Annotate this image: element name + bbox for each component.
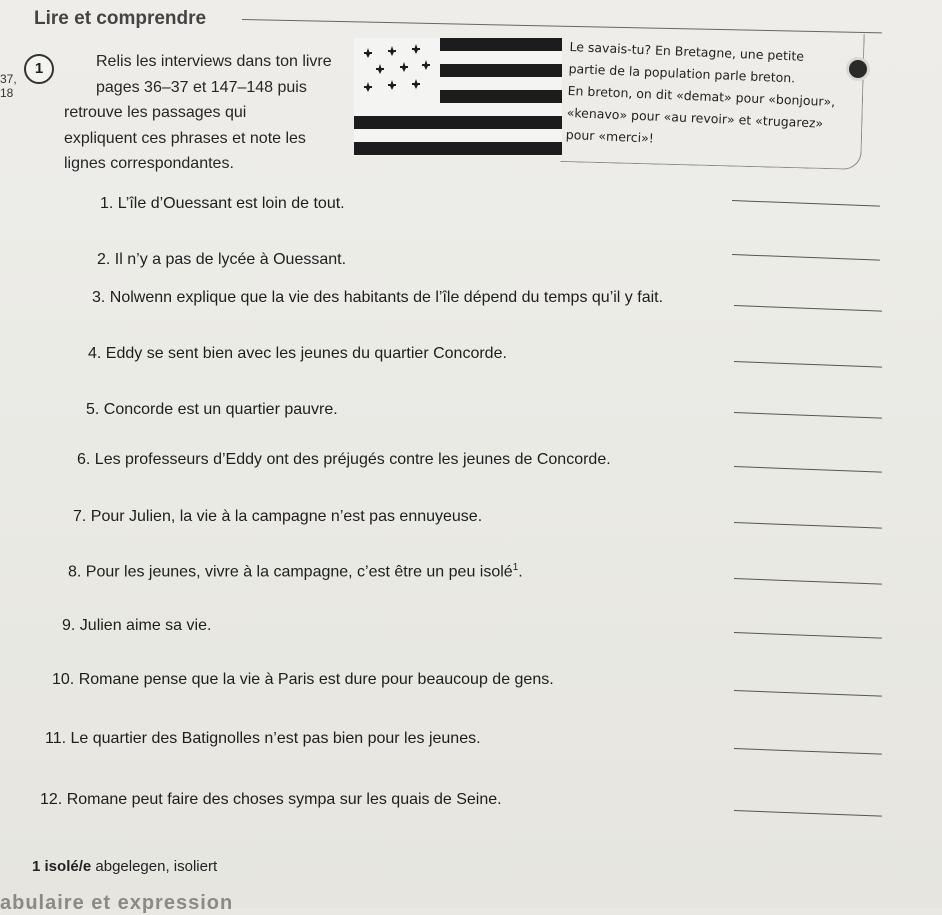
instruction-line: lignes correspondantes. — [64, 155, 234, 172]
footnote — [32, 858, 217, 875]
answer-line-1[interactable] — [732, 200, 880, 207]
info-line: Le savais-tu? En Bretagne, une petite — [569, 38, 805, 64]
did-you-know-text — [565, 36, 854, 158]
question-11: 11. Le quartier des Batignolles n’est pas bien pour les jeunes. — [45, 730, 481, 747]
info-line: En breton, on dit «demat» pour «bonjour», — [567, 82, 836, 110]
footnote-term: isolé/e — [44, 858, 92, 875]
answer-line-5[interactable] — [734, 412, 882, 419]
question-5: 5. Concorde est un quartier pauvre. — [86, 401, 338, 418]
instruction-line: retrouve les passages qui — [64, 104, 247, 121]
question-8-suffix: . — [518, 563, 523, 581]
answer-line-4[interactable] — [734, 361, 882, 368]
question-4: 4. Eddy se sent bien avec les jeunes du quartier Concorde. — [88, 345, 507, 362]
info-line: «kenavo» pour «au revoir» et «trugarez» — [566, 104, 824, 131]
info-line: pour «merci»! — [565, 126, 655, 146]
answer-line-2[interactable] — [732, 254, 880, 261]
question-9: 9. Julien aime sa vie. — [62, 617, 212, 634]
question-7: 7. Pour Julien, la vie à la campagne n’est pas ennuyeuse. — [73, 508, 483, 525]
margin-ref-1: 37, — [0, 72, 17, 86]
question-8 — [68, 562, 523, 581]
exercise-instructions — [64, 49, 354, 177]
section-title: Lire et comprendre — [34, 8, 207, 29]
breton-flag-image — [354, 38, 562, 156]
question-12: 12. Romane peut faire des choses sympa sur les quais de Seine. — [40, 791, 502, 808]
answer-line-3[interactable] — [734, 305, 882, 312]
answer-line-9[interactable] — [734, 632, 882, 639]
footnote-translation: abgelegen, isoliert — [95, 858, 218, 875]
next-section-title-cutoff: abulaire et expression — [0, 892, 234, 914]
instruction-line: pages 36–37 et 147–148 puis — [96, 78, 307, 96]
question-3: 3. Nolwenn explique que la vie des habitants de l’île dépend du temps qu’il y fait. — [92, 289, 664, 306]
question-2: 2. Il n’y a pas de lycée à Ouessant. — [97, 251, 347, 268]
exercise-number-badge: 1 — [24, 54, 54, 84]
info-line: partie de la population parle breton. — [568, 60, 796, 86]
answer-line-12[interactable] — [734, 810, 882, 817]
instruction-line: expliquent ces phrases et note les — [64, 129, 306, 147]
footnote-number: 1 — [32, 858, 41, 875]
answer-line-8[interactable] — [734, 578, 882, 585]
answer-line-10[interactable] — [734, 690, 882, 697]
question-10: 10. Romane pense que la vie à Paris est dure pour beaucoup de gens. — [52, 671, 554, 688]
answer-line-6[interactable] — [734, 466, 882, 473]
answer-line-11[interactable] — [734, 748, 882, 755]
question-1: 1. L’île d’Ouessant est loin de tout. — [100, 195, 345, 212]
footnote-mark: 1 — [512, 562, 519, 573]
margin-ref-2: 18 — [0, 86, 14, 100]
answer-line-7[interactable] — [734, 522, 882, 529]
question-8-text: 8. Pour les jeunes, vivre à la campagne, c’est être un peu isolé — [68, 563, 513, 581]
instruction-line: Relis les interviews dans ton livre — [96, 53, 332, 70]
question-6: 6. Les professeurs d’Eddy ont des préjugés contre les jeunes de Concorde. — [77, 451, 611, 468]
